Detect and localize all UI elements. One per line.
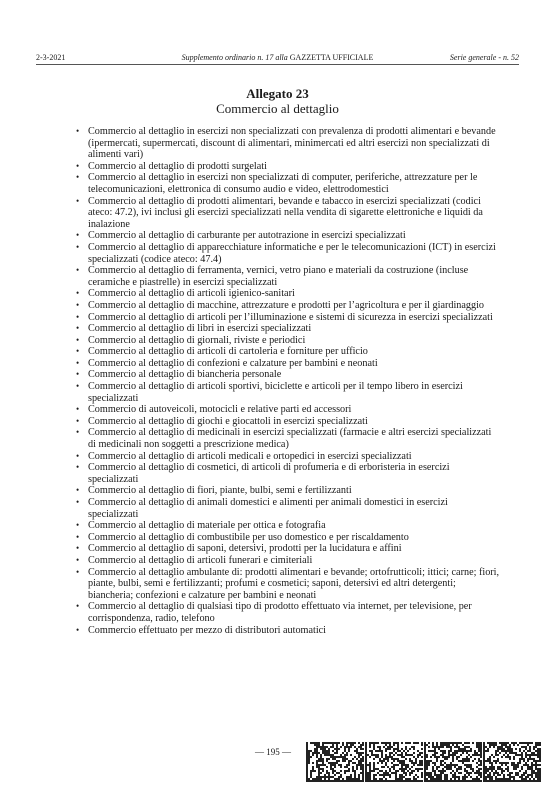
list-item-text: Commercio al dettaglio in esercizi non specializzati con prevalenza di prodotti alimentari e bevande (ipermercati, supermercati, discount di alimentari, minimercati ed altri esercizi non specializzati di alimenti vari) [88, 126, 496, 161]
activity-list [76, 126, 500, 636]
datamatrix-code [483, 742, 541, 782]
bullet-icon: • [76, 624, 80, 635]
list-item-text: Commercio al dettaglio di articoli medicali e ortopedici in esercizi specializzati [88, 450, 412, 462]
bullet-icon: • [76, 531, 80, 542]
list-item [76, 242, 500, 265]
list-item [76, 532, 500, 544]
page-header [36, 52, 519, 65]
list-item [76, 427, 500, 450]
bullet-icon: • [76, 265, 80, 276]
list-item-text: Commercio al dettaglio di ferramenta, vernici, vetro piano e materiali da costruzione (incluse ceramiche e piastrelle) in esercizi specializzati [88, 265, 469, 288]
bullet-icon: • [76, 450, 80, 461]
list-item [76, 196, 500, 231]
bullet-icon: • [76, 427, 80, 438]
list-item [76, 485, 500, 497]
datamatrix-code [306, 742, 364, 782]
bullet-icon: • [76, 230, 80, 241]
bullet-icon: • [76, 543, 80, 554]
list-item-text: Commercio di autoveicoli, motocicli e relative parti ed accessori [88, 404, 352, 416]
list-item [76, 416, 500, 428]
list-item-text: Commercio al dettaglio di saponi, detersivi, prodotti per la lucidatura e affini [88, 543, 402, 555]
list-item-text: Commercio al dettaglio di articoli igienico-sanitari [88, 288, 295, 300]
list-item [76, 335, 500, 347]
bullet-icon: • [76, 334, 80, 345]
bullet-icon: • [76, 601, 80, 612]
list-item [76, 381, 500, 404]
list-item-text: Commercio al dettaglio di biancheria personale [88, 369, 282, 381]
header-title [36, 52, 519, 64]
list-item [76, 567, 500, 602]
header-series: Serie generale - n. 52 [449, 53, 519, 62]
list-item-text: Commercio al dettaglio in esercizi non specializzati di computer, periferiche, attrezzature per le telecomunicazioni, elettronica di consumo audio e video, elettrodomestici [88, 172, 478, 195]
list-item [76, 265, 500, 288]
bullet-icon: • [76, 311, 80, 322]
list-item-text: Commercio al dettaglio di articoli funerari e cimiteriali [88, 554, 313, 566]
annex-title: Allegato 23 [246, 86, 309, 101]
bullet-icon: • [76, 497, 80, 507]
bullet-icon: • [76, 241, 80, 252]
list-item [76, 369, 500, 381]
datamatrix-code [424, 742, 482, 782]
bullet-icon: • [76, 195, 80, 206]
bullet-icon: • [76, 357, 80, 368]
list-item-text: Commercio al dettaglio di articoli di cartoleria e forniture per ufficio [88, 346, 368, 358]
list-item [76, 300, 500, 312]
list-item-text: Commercio al dettaglio di materiale per ottica e fotografia [88, 520, 326, 532]
list-item-text: Commercio al dettaglio di articoli sportivi, biciclette e articoli per il tempo libero in esercizi specializzati [88, 381, 463, 404]
list-item [76, 161, 500, 173]
datamatrix-code [365, 742, 423, 782]
list-item-text: Commercio al dettaglio di cosmetici, di articoli di profumeria e di erboristeria in esercizi specializzati [88, 462, 450, 485]
list-item [76, 625, 500, 637]
bullet-icon: • [76, 299, 80, 310]
list-item-text: Commercio al dettaglio di apparecchiature informatiche e per le telecomunicazioni (ICT) in esercizi specializzati (codice ateco: 47.4) [88, 241, 496, 265]
bullet-icon: • [76, 160, 80, 171]
list-item [76, 462, 500, 485]
list-item-text: Commercio al dettaglio di qualsiasi tipo di prodotto effettuato via internet, per televisione, per corrispondenza, radio, telefono [88, 601, 472, 624]
bullet-icon: • [76, 126, 80, 136]
list-item [76, 288, 500, 300]
annex-subtitle: Commercio al dettaglio [216, 101, 339, 116]
bullet-icon: • [76, 462, 80, 473]
list-item [76, 497, 500, 520]
page-footer [0, 742, 555, 782]
list-item-text: Commercio al dettaglio ambulante di: prodotti alimentari e bevande; ortofrutticoli; ittici; carne; fiori, piante, bulbi, semi e fertilizzanti; profumi e cosmetici; saponi, detersivi ed altri detergenti; biancheria; confezioni e calzature per bambini e neonati [88, 566, 500, 601]
bullet-icon: • [76, 404, 80, 415]
bullet-icon: • [76, 346, 80, 357]
bullet-icon: • [76, 554, 80, 565]
list-item [76, 555, 500, 567]
list-item-text: Commercio al dettaglio di fiori, piante, bulbi, semi e fertilizzanti [88, 485, 352, 497]
header-gazette: GAZZETTA UFFICIALE [289, 53, 374, 62]
list-item [76, 451, 500, 463]
bullet-icon: • [76, 415, 80, 426]
list-item [76, 323, 500, 335]
list-item-text: Commercio effettuato per mezzo di distributori automatici [88, 624, 327, 636]
list-item-text: Commercio al dettaglio di confezioni e calzature per bambini e neonati [88, 357, 378, 369]
bullet-icon: • [76, 369, 80, 380]
list-item [76, 126, 500, 161]
list-item-text: Commercio al dettaglio di prodotti alimentari, bevande e tabacco in esercizi specializzati (codici ateco: 47.2), ivi inclusi gli esercizi specializzati nella vendita di sigarette elettroniche e liquidi da inalazione [88, 195, 483, 230]
list-item-text: Commercio al dettaglio di giornali, riviste e periodici [88, 334, 306, 346]
bullet-icon: • [76, 323, 80, 334]
list-item-text: Commercio al dettaglio di libri in esercizi specializzati [88, 323, 312, 335]
list-item-text: Commercio al dettaglio di macchine, attrezzature e prodotti per l’agricoltura e per il giardinaggio [88, 299, 485, 311]
list-item [76, 346, 500, 358]
header-date: 2-3-2021 [36, 53, 66, 62]
list-item-text: Commercio al dettaglio di animali domestici e alimenti per animali domestici in esercizi specializzati [88, 497, 448, 520]
list-item-text: Commercio al dettaglio di giochi e giocattoli in esercizi specializzati [88, 415, 368, 427]
list-item [76, 601, 500, 624]
page-number: — 195 — [255, 747, 291, 757]
list-item [76, 520, 500, 532]
list-item-text: Commercio al dettaglio di articoli per l’illuminazione e sistemi di sicurezza in esercizi specializzati [88, 311, 493, 323]
list-item [76, 404, 500, 416]
list-item [76, 230, 500, 242]
list-item-text: Commercio al dettaglio di prodotti surgelati [88, 160, 267, 172]
bullet-icon: • [76, 566, 80, 577]
list-item [76, 543, 500, 555]
bullet-icon: • [76, 520, 80, 531]
list-item-text: Commercio al dettaglio di combustibile per uso domestico e per riscaldamento [88, 531, 409, 543]
list-item [76, 312, 500, 324]
bullet-icon: • [76, 172, 80, 183]
list-item [76, 358, 500, 370]
bullet-icon: • [76, 288, 80, 299]
list-item-text: Commercio al dettaglio di carburante per autotrazione in esercizi specializzati [88, 230, 406, 242]
list-item-text: Commercio al dettaglio di medicinali in esercizi specializzati (farmacie e altri esercizi specializzati di medicinali non soggetti a prescrizione medica) [88, 427, 492, 451]
list-item [76, 172, 500, 195]
header-supplement: Supplemento ordinario n. 17 alla [181, 53, 288, 62]
bullet-icon: • [76, 381, 80, 392]
bullet-icon: • [76, 485, 80, 496]
